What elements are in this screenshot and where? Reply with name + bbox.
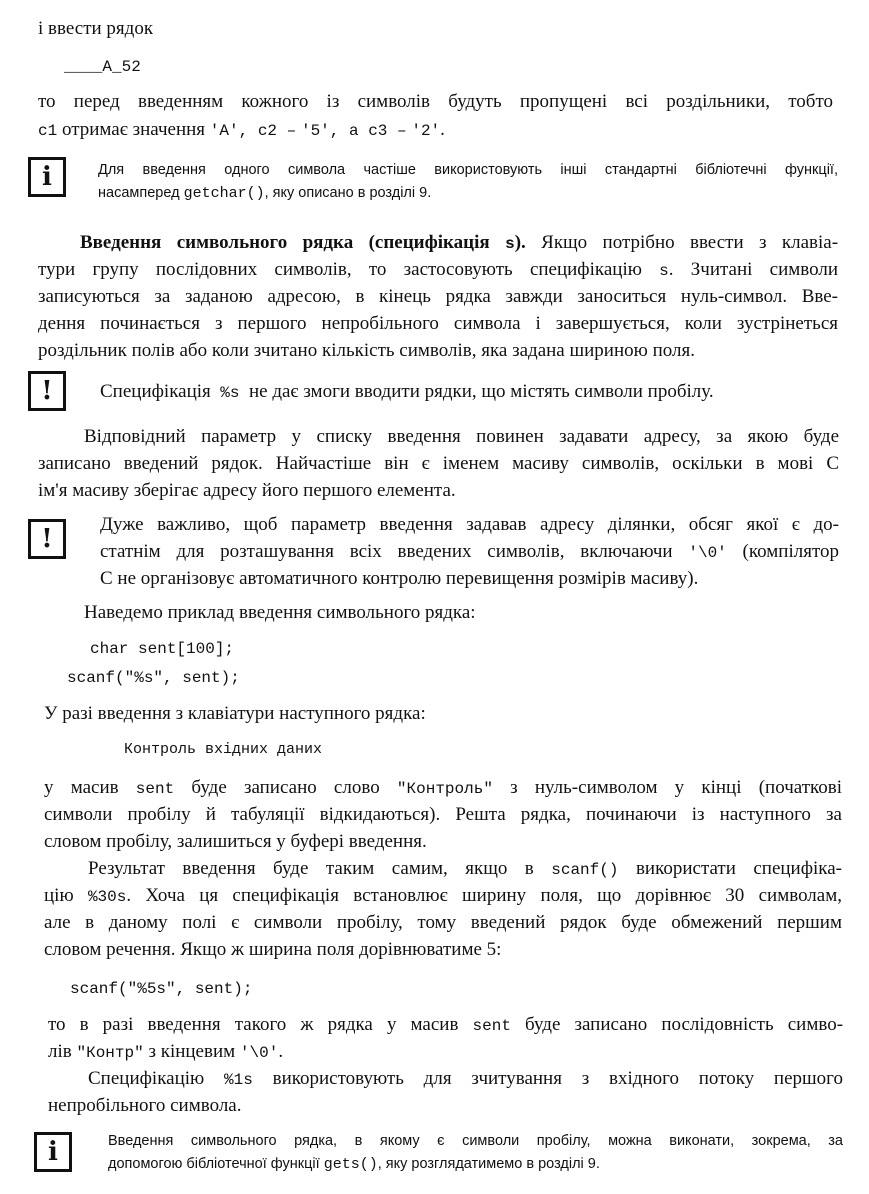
code-inline: "Контроль" [396, 780, 493, 798]
code-inline: , а c3 – [329, 122, 407, 140]
text-line [44, 776, 842, 801]
text-span: лів [48, 1041, 72, 1062]
text-span: . Хоча ця специфікація встановлює ширину поля, що дорівнює 30 символам, [126, 885, 842, 906]
text-span: у масив [44, 777, 119, 798]
text-line [48, 1013, 843, 1038]
text-span: цію [44, 885, 74, 906]
text-line [48, 1040, 283, 1065]
text-line: але в даному полі є символи пробілу, тому введений рядок буде обмежений першим [44, 912, 842, 933]
text-span: Якщо потрібно ввести з клавіа- [541, 232, 839, 253]
text-line: Наведемо приклад введення символьного рядка: [84, 602, 476, 623]
text-line [88, 857, 842, 882]
info-note-line: Для введення одного символа частіше використовують інші стандартні бібліотечні функції, [98, 162, 838, 178]
code-inline: gets() [323, 1156, 378, 1173]
text-span: . Зчитані символи [668, 259, 838, 280]
info-note-line: Введення символьного рядка, в якому є символи пробілу, можна виконати, зокрема, за [108, 1133, 843, 1149]
code-line: char sent[100]; [90, 640, 235, 658]
text-span: буде записано послідовність симво- [525, 1014, 844, 1035]
text-line: ім'я масиву зберігає адресу його першого елемента. [38, 480, 456, 501]
warning-note-line: C не організовує автоматичного контролю перевищення розмірів масиву). [100, 568, 699, 589]
text-line: непробільного символа. [48, 1095, 242, 1116]
text-span: отримає значення [61, 119, 206, 140]
text-line [44, 884, 842, 909]
text-line [88, 1067, 843, 1092]
code-inline: '2' [411, 122, 441, 140]
code-inline: s [659, 262, 669, 280]
text-span: використовують для зчитування з вхідного потоку першого [272, 1068, 843, 1089]
code-inline: sent [472, 1017, 511, 1035]
text-span: насамперед [98, 185, 180, 201]
text-span: Специфікація [100, 381, 211, 402]
text-line: У разі введення з клавіатури наступного рядка: [44, 703, 426, 724]
text-span: з кінцевим [148, 1041, 236, 1062]
warning-icon: ! [28, 519, 66, 559]
text-span: не дає змоги вводити рядки, що містять символи пробілу. [248, 381, 714, 402]
info-icon: і [34, 1132, 72, 1172]
code-input-example: ____A_52 [64, 58, 141, 76]
text-line: записуються за заданою адресою, в кінець рядка завжди заноситься нуль-символ. Вве- [38, 286, 838, 307]
warning-note-line [100, 540, 839, 565]
code-inline: "Контр" [76, 1044, 144, 1062]
text-line: дення починається з першого непробільного символа і завершується, коли зустрінеться [38, 313, 838, 334]
code-inline: '5' [300, 122, 330, 140]
section-heading: Введення символьного рядка (специфікація [80, 232, 490, 253]
text-line: і ввести рядок [38, 18, 154, 39]
text-line: то перед введенням кожного із символів будуть пропущені всі роздільники, тобто [38, 91, 833, 112]
text-span: Специфікацію [88, 1068, 205, 1089]
code-inline: %s [220, 384, 240, 402]
code-inline: s [505, 235, 515, 253]
code-inline: sent [135, 780, 175, 798]
text-span: , яку описано в розділі 9. [264, 185, 432, 201]
text-line: роздільник полів або коли зчитано кількість символів, яка задана шириною поля. [38, 340, 695, 361]
code-inline: %1s [224, 1071, 253, 1089]
code-inline: scanf() [551, 861, 619, 879]
text-span: то в разі введення такого ж рядка у масив [48, 1014, 459, 1035]
code-inline: getchar() [183, 185, 265, 202]
code-inline: %30s [87, 888, 127, 906]
code-line: scanf("%s", sent); [67, 669, 240, 687]
code-inline: c1 [38, 122, 58, 140]
section-heading: ). [514, 232, 526, 253]
code-inline: 'A' [209, 122, 239, 140]
text-line: записано введений рядок. Найчастіше він є іменем масиву символів, оскільки в мові C [38, 453, 839, 474]
text-span: використати специфіка- [635, 858, 843, 879]
text-line [38, 258, 838, 283]
code-inline: '\0' [688, 544, 727, 562]
info-note-line [108, 1154, 600, 1175]
warning-note-line [100, 380, 714, 405]
text-span: з нуль-символом у кінці (початкові [510, 777, 843, 798]
text-line: Відповідний параметр у списку введення повинен задавати адресу, за якою буде [84, 426, 839, 447]
text-line: словом речення. Якщо ж ширина поля дорівнюватиме 5: [44, 939, 502, 960]
text-span: тури групу послідовних символів, то застосовують специфікацію [38, 259, 642, 280]
warning-note-line: Дуже важливо, щоб параметр введення задавав адресу ділянки, обсяг якої є до- [100, 514, 839, 535]
text-line [80, 231, 838, 256]
text-span: статнім для розташування всіх введених символів, включаючи [100, 541, 673, 562]
info-note-line [98, 183, 431, 204]
warning-icon: ! [28, 371, 66, 411]
code-inline: '\0' [239, 1044, 279, 1062]
text-span: (компілятор [742, 541, 840, 562]
text-span: буде записано слово [191, 777, 380, 798]
text-span: , яку розглядатимемо в розділі 9. [377, 1156, 600, 1172]
text-line: словом пробілу, залишиться у буфері введення. [44, 831, 427, 852]
code-line: scanf("%5s", sent); [70, 980, 253, 998]
info-icon: і [28, 157, 66, 197]
code-inline: , c2 – [238, 122, 297, 140]
text-span: допомогою бібліотечної функції [108, 1156, 320, 1172]
text-span: . [278, 1041, 284, 1062]
text-line: c1 отримає значення 'A', c2 – '5', а c3 – '2'. [38, 119, 445, 140]
text-span: Результат введення буде таким самим, якщо в [88, 858, 534, 879]
text-line: символи пробілу й табуляції відкидаються). Решта рядка, починаючи із наступного за [44, 804, 842, 825]
code-line: Контроль вхідних даних [124, 741, 323, 758]
